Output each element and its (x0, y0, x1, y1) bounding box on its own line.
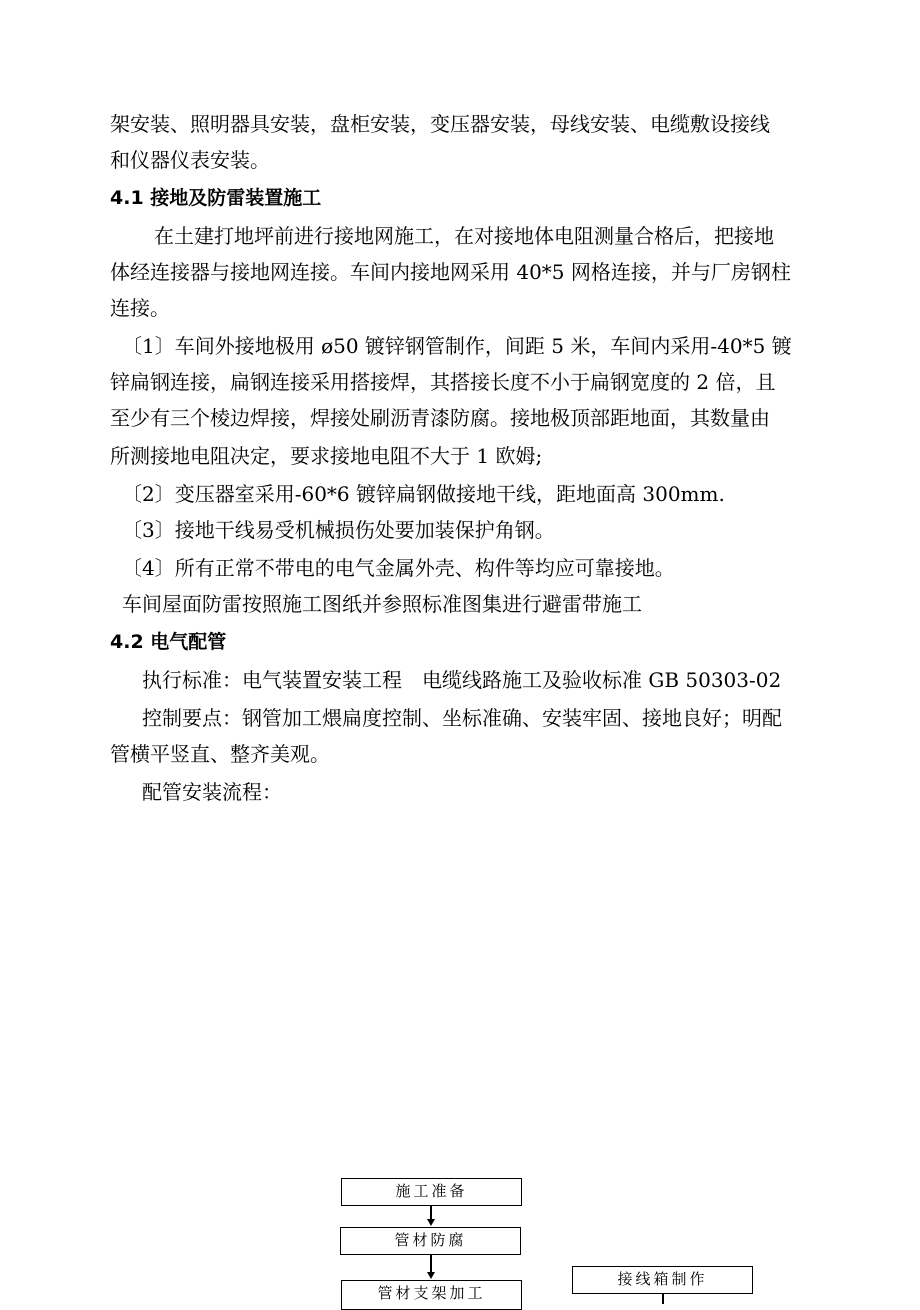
flow-box-pipe-bracket-processing: 管材支架加工 (341, 1280, 522, 1310)
paragraph-line: 车间屋面防雷按照施工图纸并参照标准图集进行避雷带施工 (122, 592, 642, 616)
flow-arrow-line (430, 1206, 432, 1219)
paragraph-line: 和仪器仪表安装。 (110, 148, 270, 172)
paragraph-line: 锌扁钢连接，扁钢连接采用搭接焊，其搭接长度不小于扁钢宽度的 2 倍，且 (110, 370, 776, 394)
paragraph-line: 〔4〕所有正常不带电的电气金属外壳、构件等均应可靠接地。 (122, 556, 675, 580)
paragraph-line: 控制要点：钢管加工煨扁度控制、坐标准确、安装牢固、接地良好；明配 (142, 706, 782, 730)
text: 架安装、照明器具安装，盘柜安装，变压器安装，母线安装、电缆敷设接线 (110, 112, 770, 136)
flow-box-construction-prep: 施工准备 (341, 1178, 522, 1206)
section-heading-4-2: 4.2 电气配管 (110, 631, 227, 653)
paragraph-line: 连接。 (110, 296, 170, 320)
paragraph-line: 〔2〕变压器室采用-60*6 镀锌扁钢做接地干线，距地面高 300mm. (122, 482, 725, 506)
paragraph-line: 至少有三个棱边焊接，焊接处刷沥青漆防腐。接地极顶部距地面，其数量由 (110, 406, 770, 430)
paragraph-line: 在土建打地坪前进行接地网施工，在对接地体电阻测量合格后，把接地 (154, 224, 774, 248)
paragraph-line: 配管安装流程： (142, 780, 282, 804)
paragraph-line (110, 111, 828, 137)
flow-arrow-head (427, 1219, 435, 1226)
paragraph-line: 所测接地电阻决定，要求接地电阻不大于 1 欧姆; (110, 444, 543, 468)
flow-arrow-line (430, 1255, 432, 1272)
flow-arrow-line (662, 1294, 664, 1304)
paragraph-line: 〔1〕车间外接地极用 ø50 镀锌钢管制作，间距 5 米，车间内采用-40*5 镀 (122, 334, 792, 358)
flow-arrow-head (427, 1272, 435, 1279)
flow-box-junction-box-fabrication: 接线箱制作 (572, 1266, 753, 1294)
paragraph-line: 管横平竖直、整齐美观。 (110, 742, 330, 766)
paragraph-line: 〔3〕接地干线易受机械损伤处要加装保护角钢。 (122, 518, 555, 542)
flow-box-pipe-anticorrosion: 管材防腐 (340, 1227, 521, 1255)
paragraph-line: 体经连接器与接地网连接。车间内接地网采用 40*5 网格连接，并与厂房钢柱 (110, 260, 791, 284)
paragraph-line: 执行标准：电气装置安装工程 电缆线路施工及验收标准 GB 50303-02 (142, 668, 782, 692)
section-heading-4-1: 4.1 接地及防雷装置施工 (110, 187, 322, 209)
